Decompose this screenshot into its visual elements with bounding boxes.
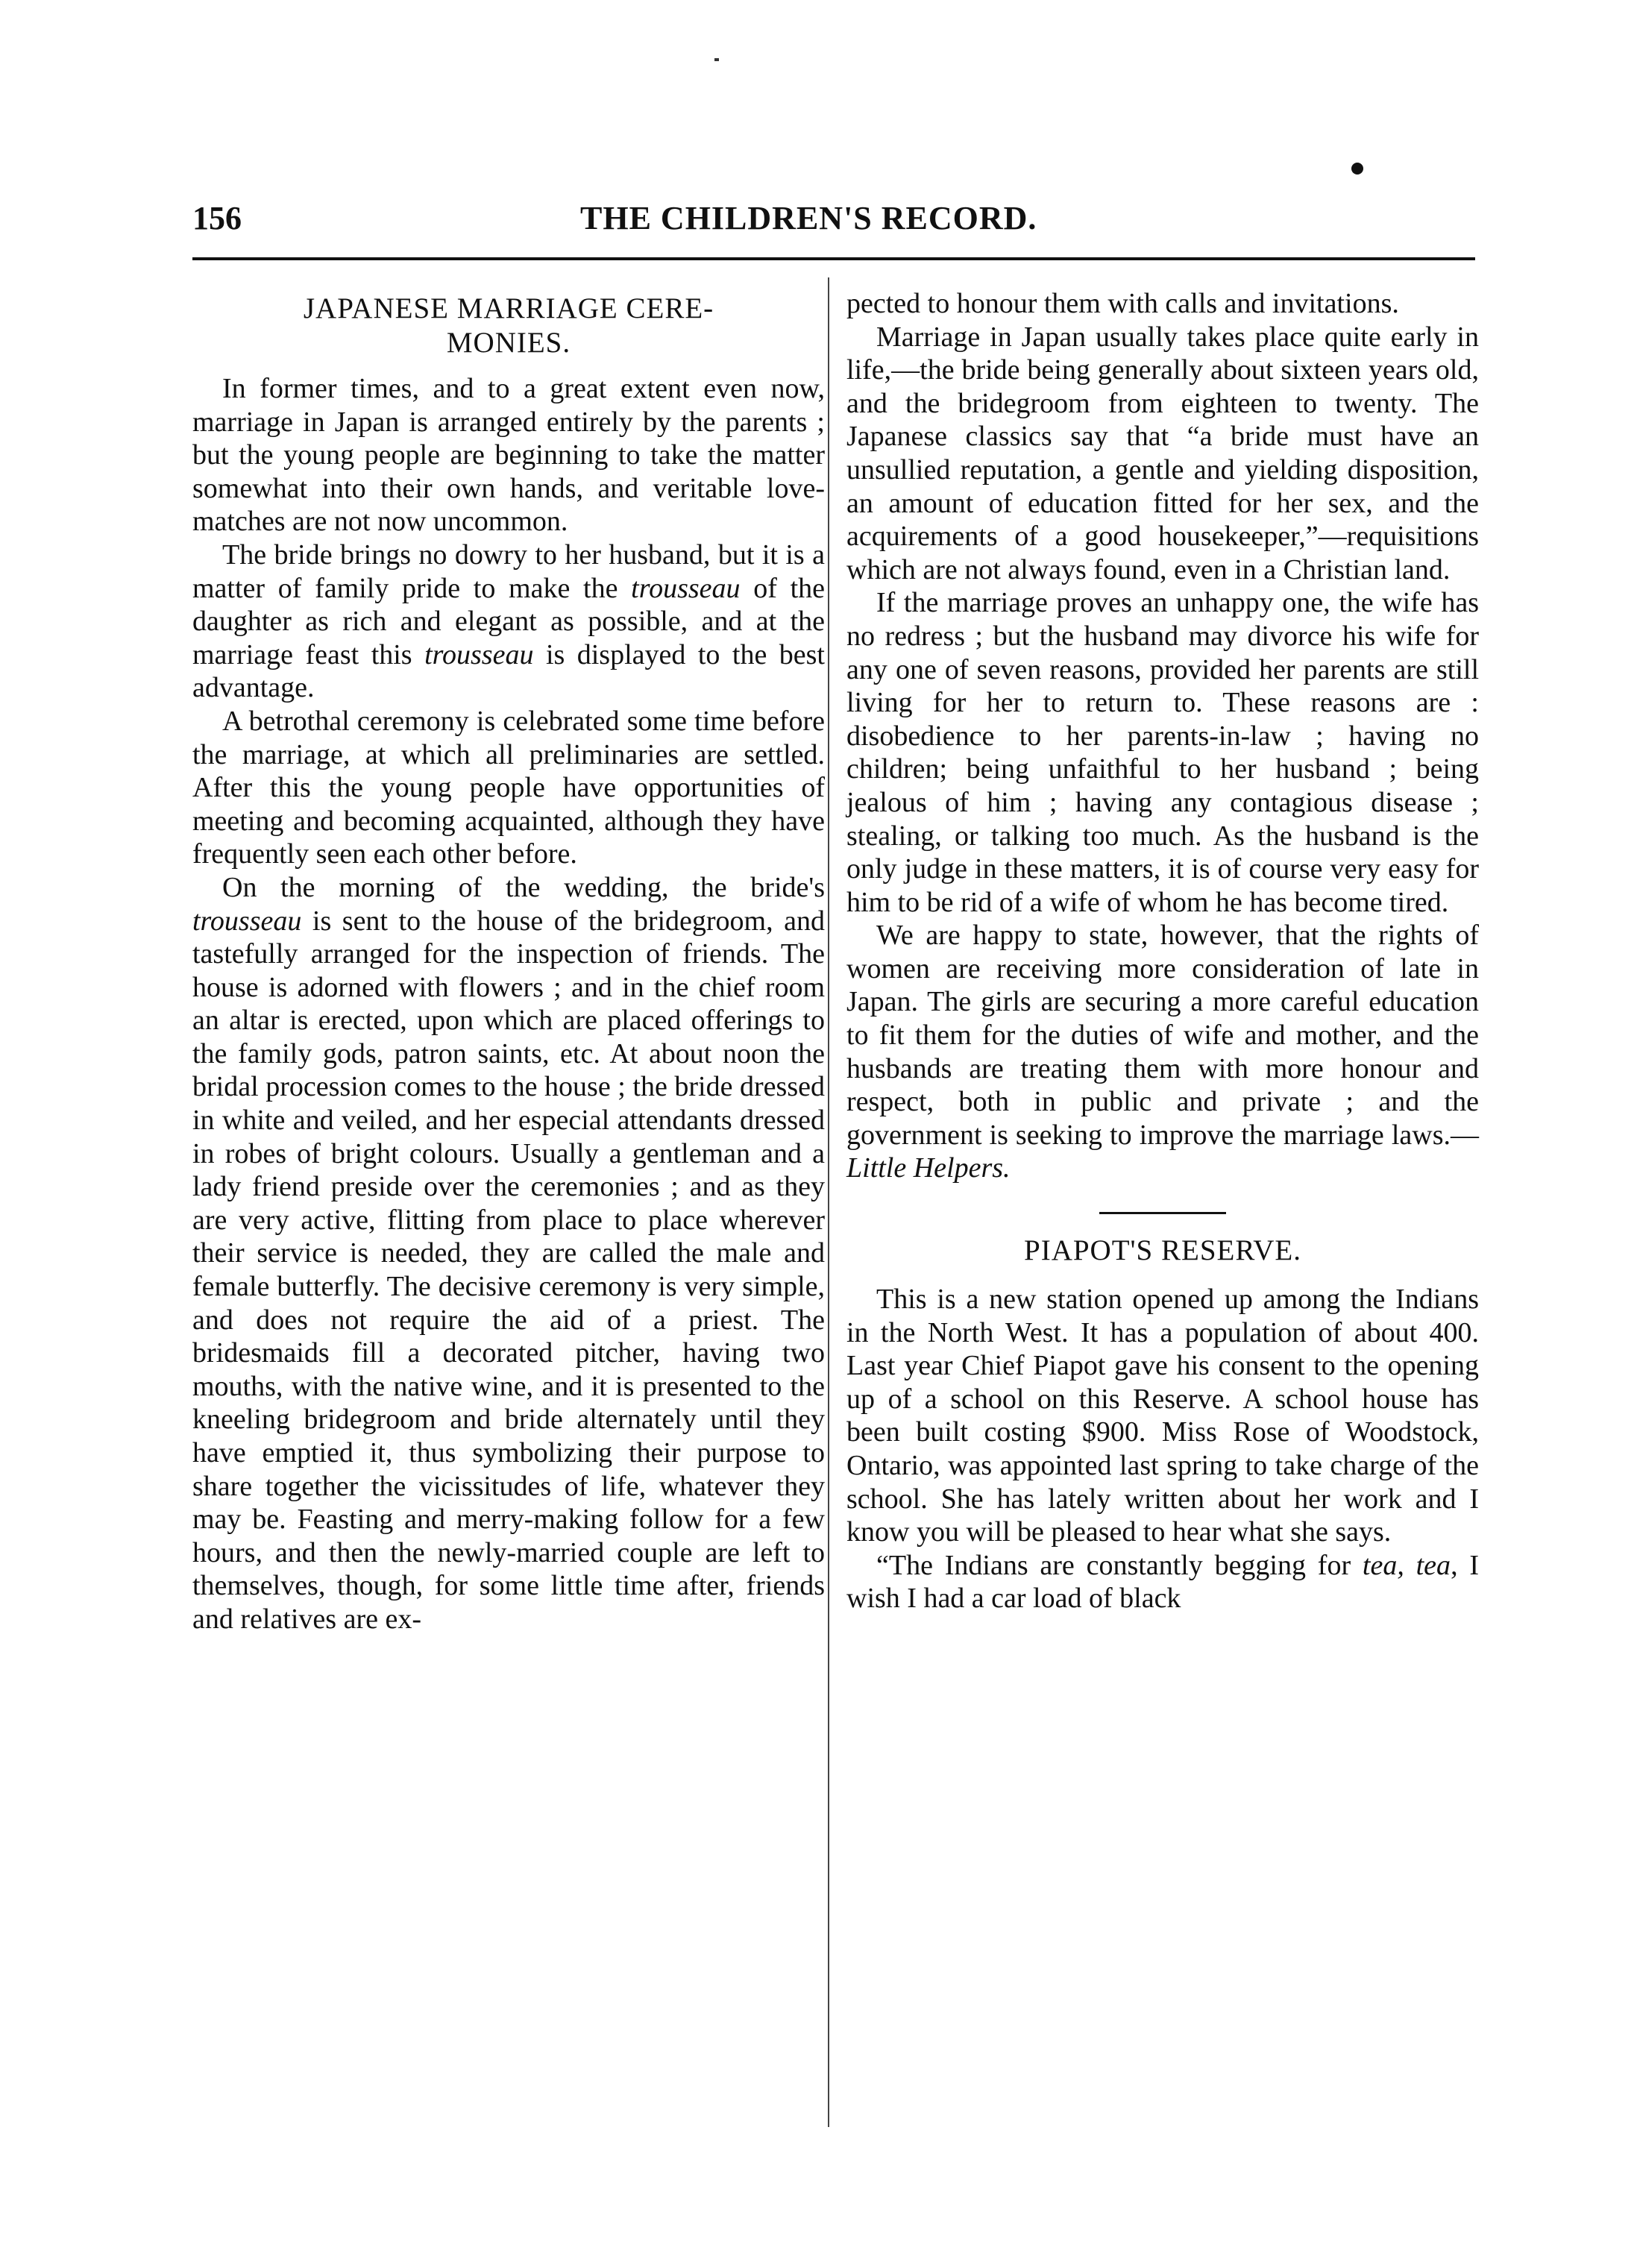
right-column [846,287,1479,1615]
header-rule [192,257,1475,260]
article-title-piapots-reserve: PIAPOT'S RESERVE. [1024,1234,1301,1267]
article-paragraph: This is a new station opened up among the Indians in the North West. It has a population of about 400. Last year Chief Piapot gave his consent to the opening up of a school on this Reserve. A school house has been built costing $900. Miss Rose of Woodstock, Ontario, was appointed last spring to take charge of the school. She has lately written about her work and I know you will be pleased to hear what she says. [846,1284,1479,1548]
article-title-japanese-marriage: JAPANESE MARRIAGE CERE- MONIES. [303,292,714,359]
column-rule [828,277,829,2127]
print-speck [714,58,719,61]
article-paragraph: If the marriage proves an unhappy one, the wife has no redress ; but the husband may divorce his wife for any one of seven reasons, provided her parents are still living for her to return to. These reasons are : disobedience to her parents-in-law ; having no children; being unfaithful to her husband ; being jealous of him ; having any contagious disease ; stealing, or talking too much. As the husband is the only judge in these matters, it is of course very easy for him to be rid of a wife of whom he has become tired. [846,587,1479,918]
article-paragraph: We are happy to state, however, that the rights of women are receiving more consideration of late in Japan. The girls are securing a more careful education to fit them for the duties of wife and mother, and the husbands are treating them with more honour and respect, both in public and private ; and the government is seeking to improve the marriage laws.—Little Helpers. [846,920,1479,1184]
ink-dot [1351,163,1363,175]
article-paragraph: In former times, and to a great extent even now, marriage in Japan is arranged entirely by the parents ; but the young people are beginning to take the matter somewhat into their own hands, and veritable love-matches are not now uncommon. [192,373,825,538]
left-column [192,287,825,1636]
article-paragraph-continued: pected to honour them with calls and invitations. [846,288,1399,319]
article-paragraph: “The Indians are constantly begging for tea, tea, I wish I had a car load of black [846,1549,1480,1615]
running-title: THE CHILDREN'S RECORD. [580,200,1037,236]
page-header [192,200,1475,237]
article-paragraph: Marriage in Japan usually takes place quite early in life,—the bride being generally about sixteen years old, and the bridegroom from eighteen to twenty. The Japanese classics say that “a bride must have an unsullied reputation, a gentle and yielding disposition, an amount of education fitted for her sex, and the acquirements of a good housekeeper,”—requisitions which are not always found, even in a Christian land. [846,321,1479,585]
article-paragraph: The bride brings no dowry to her husband, but it is a matter of family pride to make the trousseau of the daughter as rich and elegant as possible, and at the marriage feast this trousseau is displayed to the best advantage. [192,538,826,704]
article-paragraph: A betrothal ceremony is celebrated some time before the marriage, at which all preliminaries are settled. After this the young people have opportunities of meeting and becoming acquainted, although they have frequently seen each other before. [192,705,825,870]
page-number: 156 [192,200,242,236]
article-paragraph: On the morning of the wedding, the bride's trousseau is sent to the house of the bridegroom, and tastefully arranged for the inspection of friends. The house is adorned with flowers ; and in the chief room an altar is erected, upon which are placed offerings to the family gods, patron saints, etc. At about noon the bridal procession comes to the house ; the bride dressed in white and veiled, and her especial attendants dressed in robes of bright colours. Usually a gentleman and a lady friend preside over the ceremonies ; and as they are very active, flitting from place to place wherever their service is needed, they are called the male and female butterfly. The decisive ceremony is very simple, and does not require the aid of a priest. The bridesmaids fill a decorated pitcher, having two mouths, with the native wine, and it is presented to the kneeling bridegroom and bride alternately until they have emptied it, thus symbolizing their purpose to share together the vicissitudes of life, whatever they may be. Feasting and merry-making follow for a few hours, and then the newly-married couple are left to themselves, though, for some little time after, friends and relatives are ex- [192,871,825,1635]
section-divider [1099,1212,1226,1214]
